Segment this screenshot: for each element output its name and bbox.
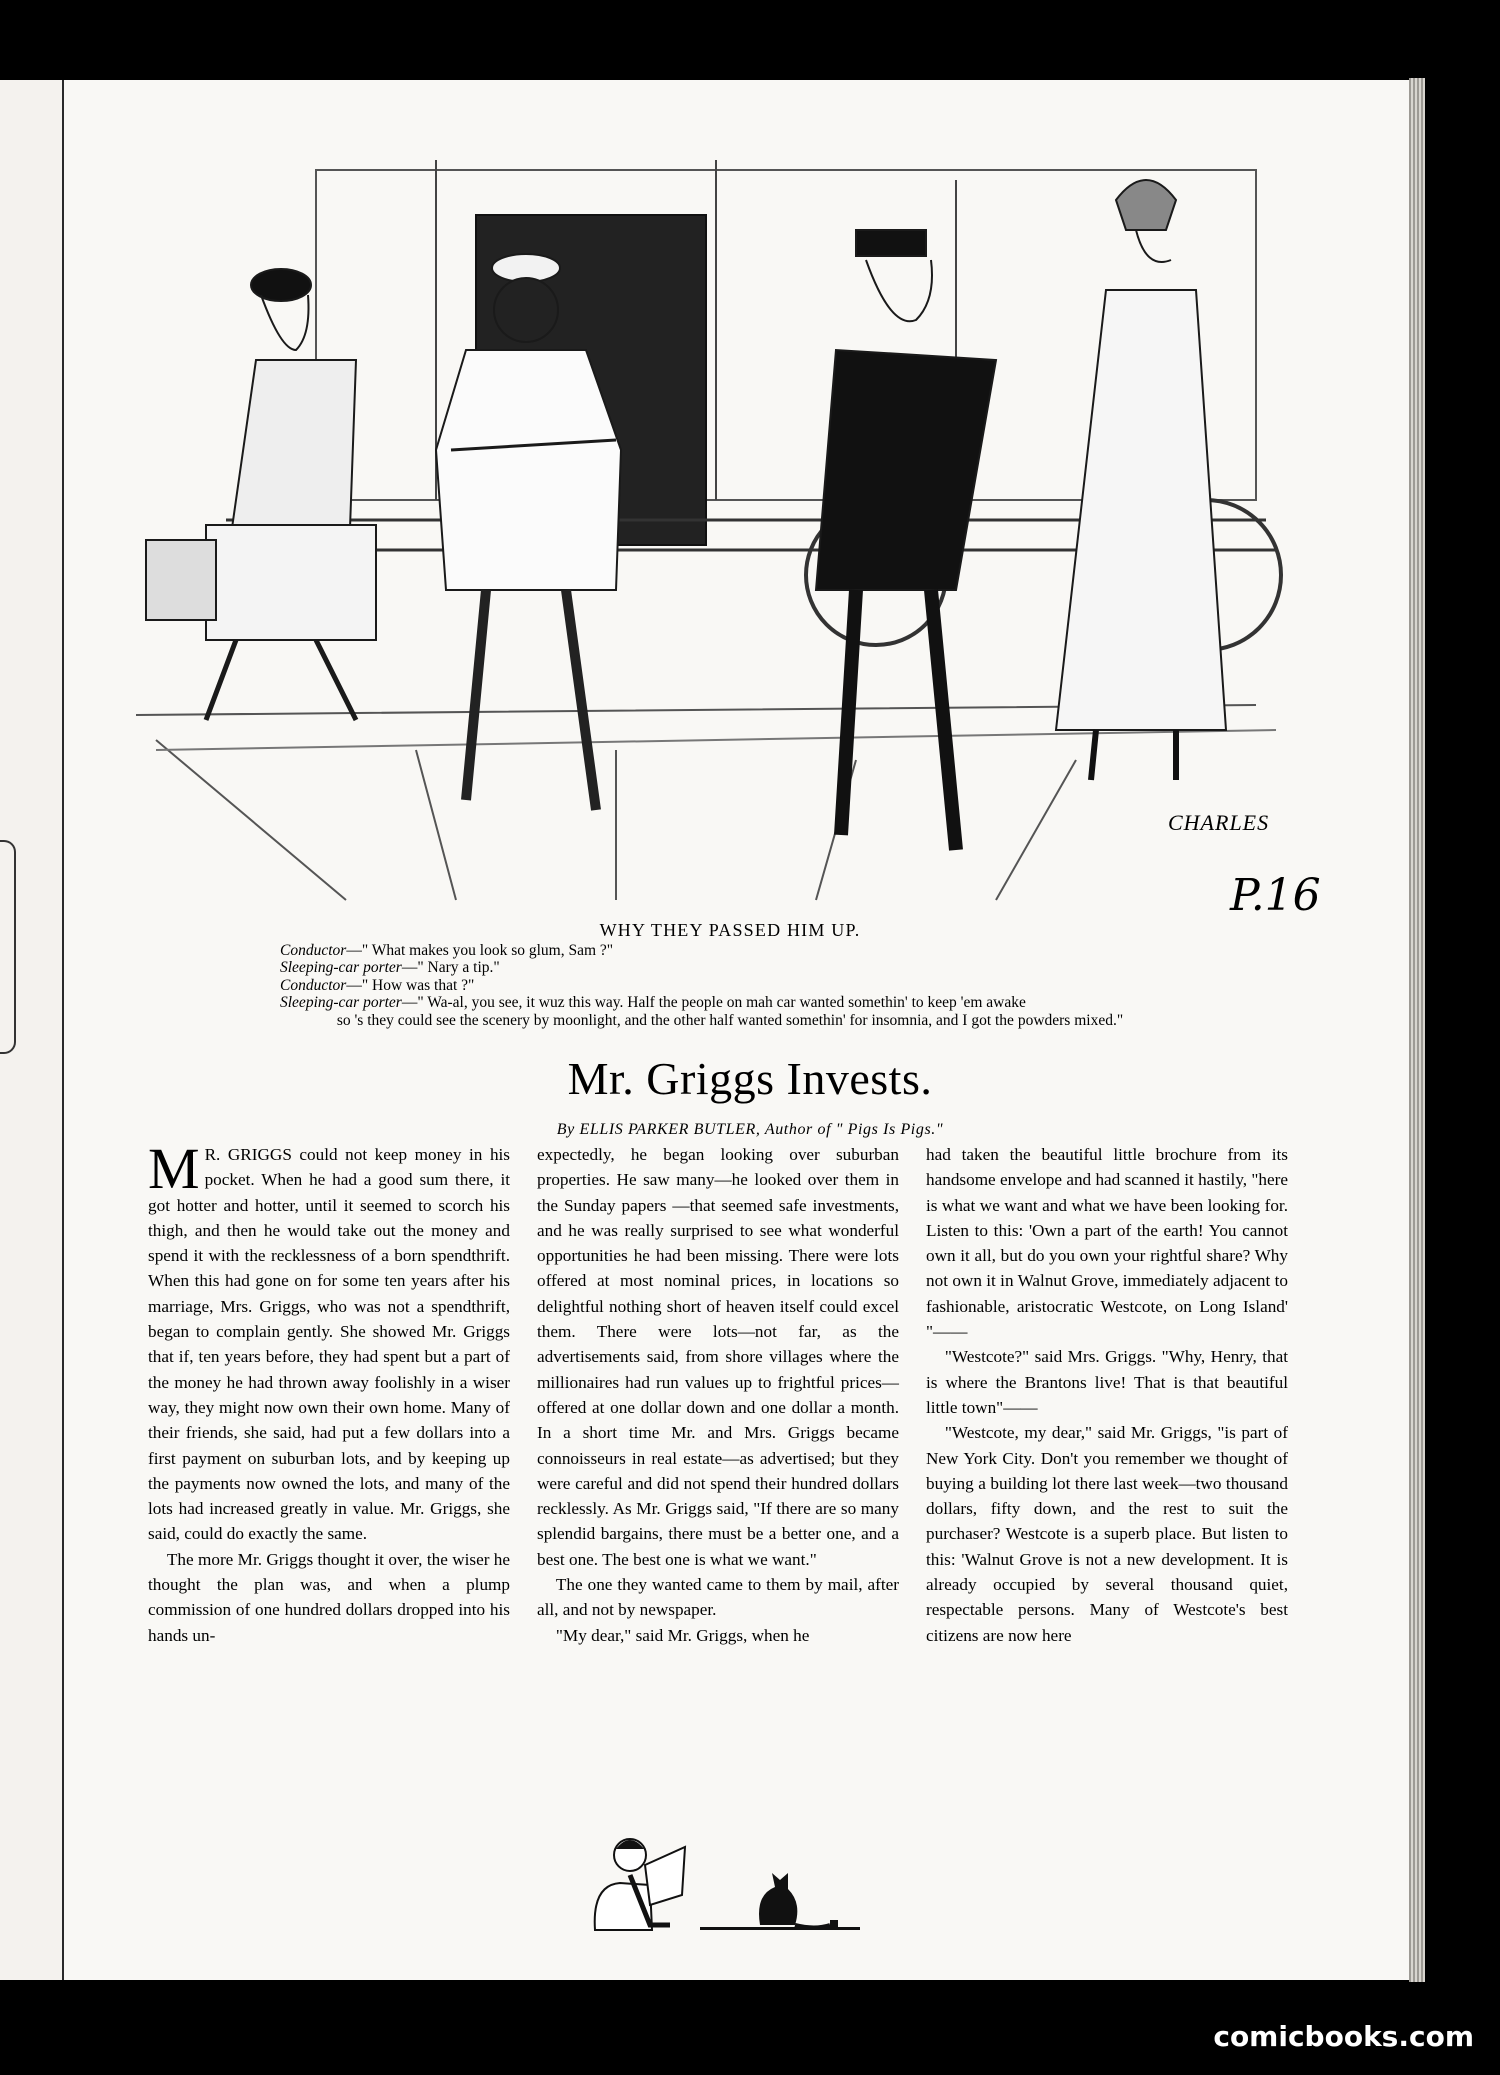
- cartoon-illustration: [96, 120, 1326, 920]
- page-stack-edge: [1409, 78, 1425, 1982]
- paragraph: expectedly, he began looking over suburban properties. He saw many—he looked over them in the Sunday papers —that seemed safe investments, and he was really surprised to see what wonderful opportunities he had been missing. There were lots offered at most nominal prices, in locations so delightful nothing short of heaven itself could excel them. There were lots—not far, as the advertisements said, from shore villages where the millionaires had run values up to frightful prices—offered at one dollar down and one dollar a month. In a short time Mr. and Mrs. Griggs became connoisseurs in real estate—as advertised; but they were careful and did not spend their hundred dollars recklessly. As Mr. Griggs said, "If there are so many splendid bargains, there must be a better one, and a best one. The best one is what we want.": [537, 1145, 899, 1569]
- article-body: [148, 1136, 1288, 1762]
- illustration-caption: [200, 922, 1260, 1029]
- paragraph: "Westcote, my dear," said Mr. Griggs, "is part of New York City. Don't you remember we thought of buying a building lot there last week—two thousand dollars, fifty down, and the rest to suit the purchaser? Westcote is a superb place. But listen to this: 'Walnut Grove is not a new development. It is already occupied by several thousand quiet, respectable persons. Many of Westcote's best citizens are now here: [926, 1423, 1288, 1645]
- caption-line: so 's they could see the scenery by moonlight, and the other half wanted somethin' for insomnia, and I got the powders mixed.": [336, 1011, 1124, 1029]
- caption-title: WHY THEY PASSED HIM UP.: [599, 920, 861, 940]
- handwritten-page-mark: P.16: [1230, 870, 1321, 921]
- conductor-figure: [816, 230, 996, 850]
- paragraph: "Westcote?" said Mrs. Griggs. "Why, Henry, that is where the Brantons live! That is that beautiful little town"——: [926, 1347, 1288, 1417]
- site-watermark: comicbooks.com: [1213, 2020, 1474, 2053]
- cat-silhouette-icon: [700, 1873, 860, 1930]
- paragraph: had taken the beautiful little brochure from its handsome envelope and had scanned it hastily, "here is what we want and what we have been looking for. Listen to this: 'Own a part of the earth! You cannot own it all, but do you own your rightful share? Why not own it in Walnut Grove, immediately adjacent to fashionable, aristocratic Westcote, on Long Island' "——: [926, 1145, 1288, 1342]
- tailpiece-vignette: [590, 1825, 870, 1935]
- drop-cap: M: [148, 1136, 200, 1201]
- adjacent-page-fragment: [0, 840, 16, 1054]
- caption-line: Sleeping-car porter—" Wa-al, you see, it wuz this way. Half the people on mah car wanted somethin' to keep 'em awake: [280, 994, 1026, 1011]
- traveler-figure: [146, 269, 376, 720]
- article-column-3: [926, 1142, 1288, 1762]
- article-column-2: [537, 1142, 899, 1762]
- artist-signature: CHARLES: [1168, 810, 1270, 835]
- caption-line: Sleeping-car porter—" Nary a tip.": [280, 959, 500, 976]
- caption-line: Conductor—" How was that ?": [280, 976, 475, 994]
- article-byline: By ELLIS PARKER BUTLER, Author of " Pigs Is Pigs.": [556, 1121, 944, 1138]
- paragraph: "My dear," said Mr. Griggs, when he: [555, 1625, 810, 1645]
- paragraph: The more Mr. Griggs thought it over, the wiser he thought the plan was, and when a plump commission of one hundred dollars dropped into his hands un-: [148, 1549, 510, 1645]
- caption-line: Conductor—" What makes you look so glum, Sam ?": [280, 941, 614, 959]
- article-headline: Mr. Griggs Invests.: [567, 1053, 933, 1104]
- adjacent-page-edge: [0, 80, 64, 1980]
- woman-figure: [1056, 180, 1226, 780]
- paragraph: The one they wanted came to them by mail, after all, and not by newspaper.: [537, 1575, 899, 1620]
- reader-figure-icon: [595, 1839, 685, 1930]
- paragraph: M R. GRIGGS could not keep money in his pocket. When he had a good sum there, it got hotter and hotter, until it seemed to scorch his thigh, and then he would take out the money and spend it with the recklessness of a born spendthrift. When this had gone on for some ten years after his marriage, Mrs. Griggs, who was not a spendthrift, began to complain gently. She showed Mr. Griggs that if, ten years before, they had spent but a part of the money he had thrown away foolishly in a wiser way, they might now own their own home. Many of their friends, she said, had put a few dollars into a first payment on suburban lots, and by keeping up the payments now owned the lots, and many of the lots had increased greatly in value. Mr. Griggs, she said, could do exactly the same.: [148, 1136, 510, 1544]
- article-column-1: [148, 1136, 510, 1762]
